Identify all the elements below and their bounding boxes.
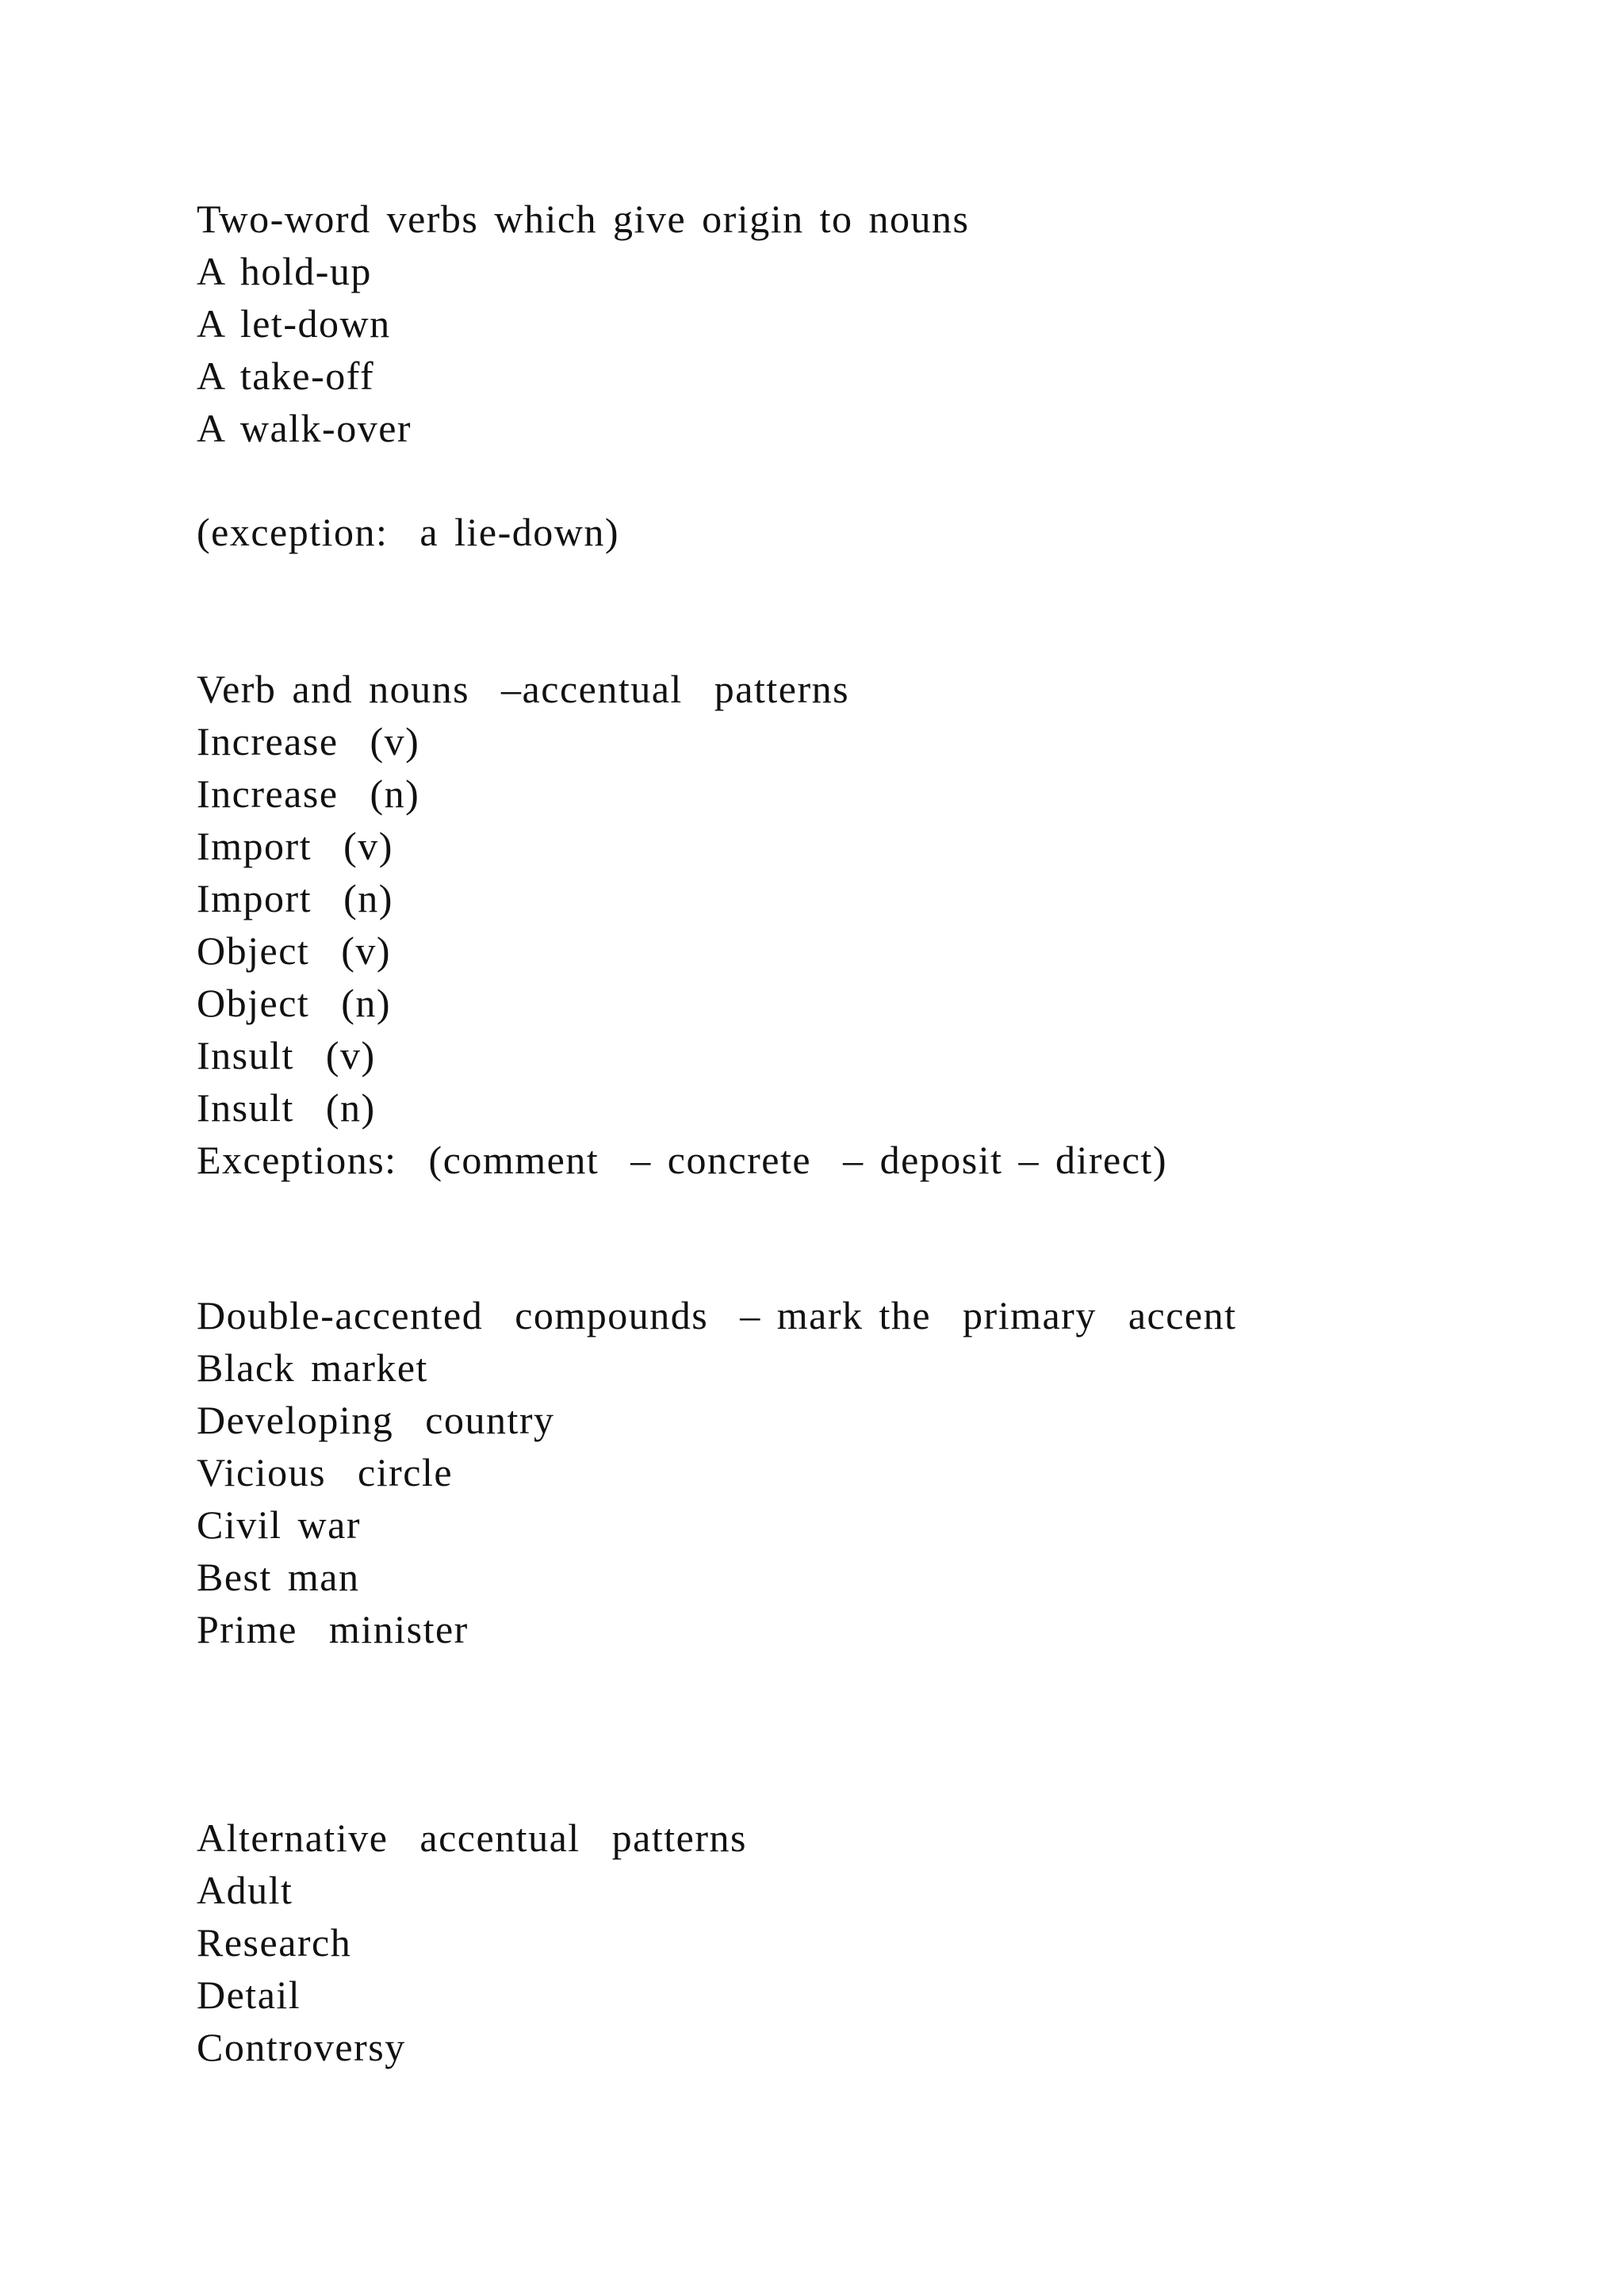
section-heading: Double-accented compounds – mark the primary accent (197, 1293, 1237, 1337)
list-item: Detail (197, 1973, 301, 2017)
list-item: Vicious circle (197, 1450, 454, 1494)
list-item: Developing country (197, 1398, 555, 1442)
list-item: Object (n) (197, 981, 392, 1025)
list-item: Controversy (197, 2025, 406, 2069)
list-item: Import (n) (197, 876, 393, 920)
list-item: Best man (197, 1555, 360, 1599)
list-item: Increase (n) (197, 771, 420, 816)
list-item: Increase (v) (197, 719, 420, 763)
list-item: Prime minister (197, 1607, 469, 1651)
section-two-word-verbs (197, 193, 969, 454)
exception-text: (exception: a lie-down) (197, 510, 619, 554)
list-item: Insult (v) (197, 1033, 376, 1077)
list-item: A hold-up (197, 249, 372, 293)
list-item: Civil war (197, 1502, 361, 1547)
exceptions-line: Exceptions: (comment – concrete – deposit – direct) (197, 1138, 1167, 1182)
exception-note (197, 506, 619, 558)
list-item: A walk-over (197, 406, 412, 450)
list-item: A take-off (197, 354, 375, 398)
list-item: Adult (197, 1868, 293, 1912)
section-heading: Alternative accentual patterns (197, 1816, 747, 1860)
list-item: Insult (n) (197, 1085, 376, 1130)
list-item: Black market (197, 1345, 428, 1390)
list-item: Research (197, 1920, 352, 1965)
section-heading: Two-word verbs which give origin to nouns (197, 197, 970, 241)
section-heading: Verb and nouns –accentual patterns (197, 667, 850, 711)
list-item: Import (v) (197, 824, 393, 868)
section-alternative-patterns (197, 1812, 747, 2073)
list-item: A let-down (197, 301, 391, 346)
section-double-accented-compounds (197, 1289, 1237, 1655)
list-item: Object (v) (197, 928, 392, 973)
section-verb-noun-patterns (197, 663, 1167, 1186)
